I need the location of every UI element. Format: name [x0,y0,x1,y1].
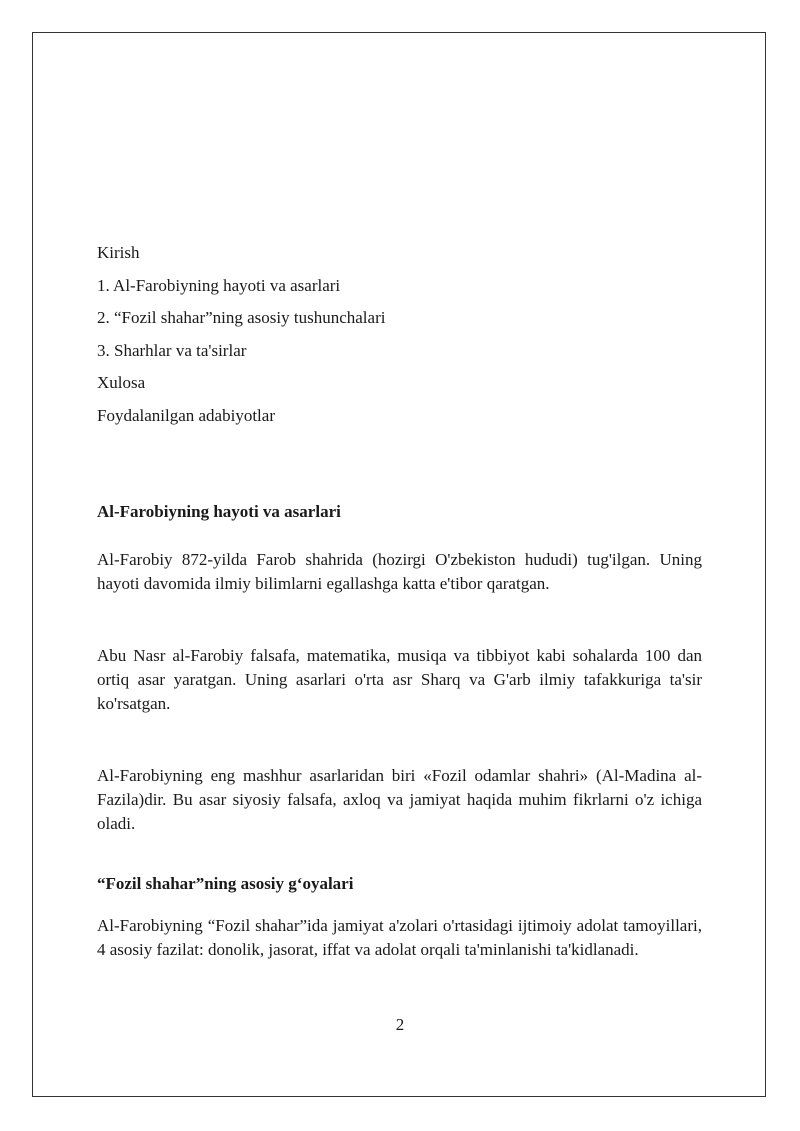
section-1-paragraph-1: Al-Farobiy 872-yilda Farob shahrida (hozirgi O'zbekiston hududi) tug'ilgan. Uning hayoti davomida ilmiy bilimlarni egallashga katta e'tibor qaratgan. [97,550,702,593]
toc-item-conclusion: Xulosa [97,373,146,392]
section-1-heading: Al-Farobiyning hayoti va asarlari [97,502,341,521]
page-number: 2 [395,1015,405,1034]
toc-item-chapter-2: 2. “Fozil shahar”ning asosiy tushunchalari [97,308,386,327]
paragraph-spacer [97,716,702,764]
section-1-paragraph-2: Abu Nasr al-Farobiy falsafa, matematika, musiqa va tibbiyot kabi sohalarda 100 dan ortiq asar yaratgan. Uning asarlari o'rta asr Sharq va G'arb ilmiy tafakkuriga ta'sir ko'rsatgan. [97,646,702,713]
table-of-contents [97,241,702,436]
paragraph-spacer [97,836,702,872]
toc-item-chapter-1: 1. Al-Farobiyning hayoti va asarlari [97,275,341,295]
paragraph-spacer [97,596,702,644]
toc-item-references: Foydalanilgan adabiyotlar [97,405,275,425]
toc-item-introduction: Kirish [97,243,140,262]
section-2-paragraph-1: Al-Farobiyning “Fozil shahar”ida jamiyat a'zolari o'rtasidagi ijtimoiy adolat tamoyillari, 4 asosiy fazilat: donolik, jasorat, iffat va adolat orqali ta'minlanishi ta'kidlanadi. [97,916,702,959]
toc-item-chapter-3: 3. Sharhlar va ta'sirlar [97,340,247,360]
section-1-paragraph-3: Al-Farobiyning eng mashhur asarlaridan biri «Fozil odamlar shahri» (Al-Madina al-Fazila)dir. Bu asar siyosiy falsafa, axloq va jamiyat haqida muhim fikrlarni o'z ichiga oladi. [97,766,702,833]
document-body [97,241,702,962]
section-2-heading: “Fozil shahar”ning asosiy g‘oyalari [97,874,354,893]
